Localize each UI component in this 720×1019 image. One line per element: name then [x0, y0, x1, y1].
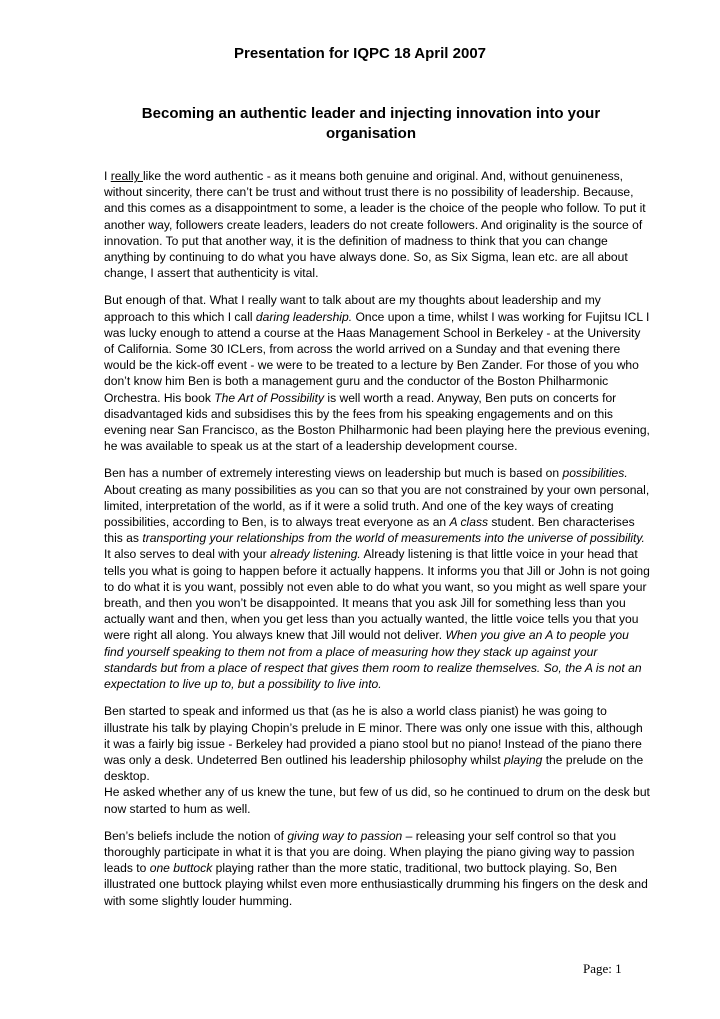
book-title: The Art of Possibility — [214, 390, 325, 405]
paragraph-chopin: Ben started to speak and informed us that (as he is also a world class pianist) he was going to illustrate his talk by playing Chopin’s prelude in E minor. There was only one issue with this, although it was a fairly big issue - Berkeley had provided a piano stool but no piano! Instead of the piano there was only a desk. Undeterred Ben outlined his leadership philosophy whilst playing the prelude on the desktop. — [104, 704, 644, 784]
paragraph-possibilities: Ben has a number of extremely interesting views on leadership but much is based on possibilities. About creating as many possibilities as you can so that you are not constrained by your own personal, limited, interpretation of the world, as if it were a solid truth. And one of the key ways of creating possibilities, according to Ben, is to always treat everyone as an A class student. Ben characterises this as transporting your relationships from the world of measurements into the universe of possibility. It also serves to deal with your already listening. Already listening is that little voice in your head that tells you what is going to happen before it actually happens. It informs you that Jill or John is not going to do what it is you want, possibly not even able to do what you want, so you might as well spare your breath, and then you won’t be disappointed. It means that you ask Jill for something less than you actually want and then, when you get less than you actually wanted, the little voice tells you that you were right all along. You always knew that Jill would not deliver. When you give an A to people you find yourself speaking to them not from a place of measuring how they stack up against your standards but from a place of respect that gives them room to realize themselves. So, the A is not an expectation to live up to, but a possibility to live into. — [104, 466, 650, 692]
emphasis-italic: A class — [449, 515, 489, 530]
emphasis-italic: daring leadership. — [255, 309, 353, 324]
document-body — [104, 168, 650, 920]
page-title: Presentation for IQPC 18 April 2007 — [233, 45, 487, 62]
paragraph-passion: Ben’s beliefs include the notion of giving way to passion – releasing your self control so that you thoroughly participate in what it is that you are doing. When playing the piano giving way to passion leads to one buttock playing rather than the more static, traditional, two buttock playing. So, Ben illustrated one buttock playing whilst even more enthusiastically drumming his fingers on the desk and with some slightly louder humming. — [104, 828, 648, 908]
emphasis-italic: playing — [504, 752, 543, 767]
paragraph-authentic: I really like the word authentic - as it means both genuine and original. And, without genuineness, without sincerity, there can’t be trust and without trust there is no possibility of leadership. Because, and this comes as a disappointment to some, a leader is the choice of the people who follow. To put it another way, followers create leaders, leaders do not create followers. And originality is the source of innovation. To put that another way, it is the definition of madness to think that you can change anything by continuing to do what you have always done. So, as Six Sigma, lean etc. are all about change, I assert that authenticity is vital. — [104, 169, 646, 281]
emphasis-italic: possibilities. — [562, 466, 628, 481]
emphasis-underline: really — [110, 169, 143, 183]
emphasis-italic: transporting your relationships from the world of measurements into the universe of possibility. — [142, 531, 645, 546]
emphasis-italic: one buttock — [149, 861, 213, 876]
document-heading: Becoming an authentic leader and injecting innovation into your organisation — [141, 105, 601, 142]
emphasis-italic: already listening. — [270, 547, 361, 562]
quotation-italic: When you give an A to people you find yourself speaking to them not from a place of measuring how they stack up against your standards but from a place of respect that gives them room to realize themselves. So, the A is not an expectation to live up to, but a possibility to live into. — [104, 628, 642, 692]
paragraph-daring-leadership: But enough of that. What I really want to talk about are my thoughts about leadership and my approach to this which I call daring leadership. Once upon a time, whilst I was working for Fujitsu ICL I was lucky enough to attend a course at the Haas Management School in Berkeley - at the University of California. Some 30 ICLers, from across the world arrived on a Sunday and that evening there would be the kick-off event - we were to be treated to a lecture by Ben Zander. For those of you who don’t know him Ben is both a management guru and the conductor of the Boston Philharmonic Orchestra. His book The Art of Possibility is well worth a read. Anyway, Ben puts on concerts for disadvantaged kids and subsidises this by the fees from his speaking engagements and on this evening near San Francisco, as the Boston Philharmonic had been playing here the previous evening, he was available to speak us at the start of a leadership development course. — [104, 293, 650, 454]
paragraph-humming: He asked whether any of us knew the tune, but few of us did, so he continued to drum on the desk but now started to hum as well. — [104, 785, 650, 816]
emphasis-italic: giving way to passion — [287, 828, 403, 843]
page-number: Page: 1 — [583, 961, 622, 976]
